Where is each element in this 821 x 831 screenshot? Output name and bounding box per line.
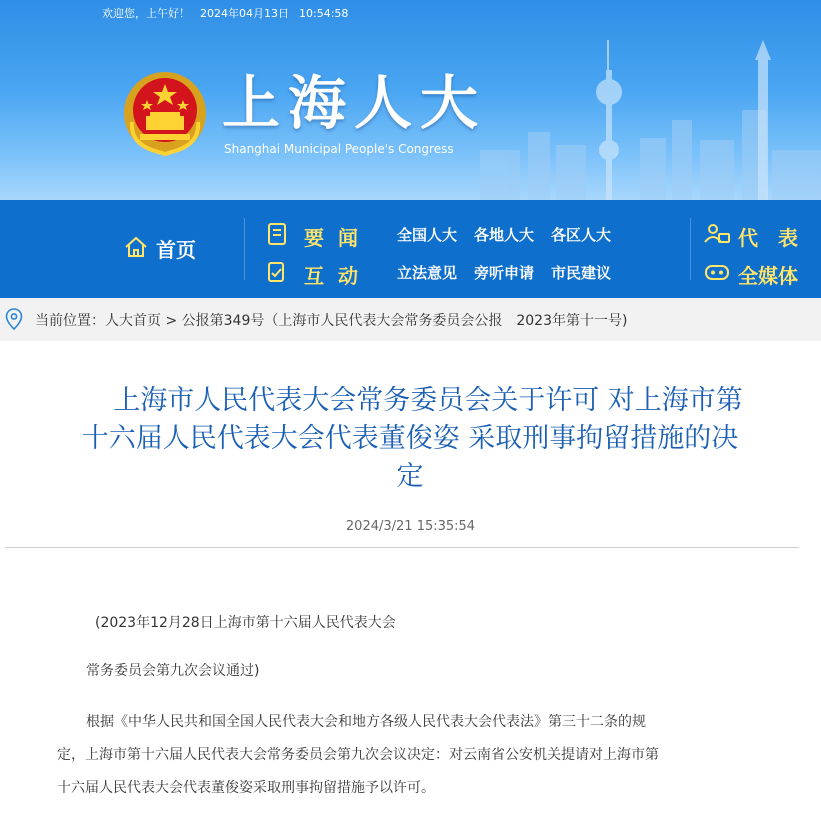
greeting-bar <box>102 5 358 21</box>
nav-link-local[interactable]: 各地人大 <box>474 226 535 244</box>
nav-link-national[interactable]: 全国人大 <box>397 226 458 244</box>
article-title-line: 定 <box>396 461 424 492</box>
media-icon <box>703 260 731 284</box>
nav-link-hearing[interactable]: 旁听申请 <box>474 264 535 282</box>
national-emblem-icon[interactable] <box>122 70 208 156</box>
article-date: 2024/3/21 15:35:54 <box>345 519 476 534</box>
main-nav <box>0 200 821 298</box>
nav-news[interactable]: 要闻 <box>304 226 372 250</box>
check-edit-icon <box>266 260 288 284</box>
greeting-time: 10:54:58 <box>299 7 349 20</box>
nav-home[interactable]: 首页 <box>156 238 196 262</box>
nav-divider <box>690 218 691 280</box>
breadcrumb-current-link[interactable]: 公报第349号（上海市人民代表大会常务委员会公报 2023年第十一号) <box>181 313 628 329</box>
article-title-line: 上海市人民代表大会常务委员会关于许可 对上海市第 <box>113 385 743 416</box>
article-body-line: 十六届人民代表大会代表董俊姿采取刑事拘留措施予以许可。 <box>57 780 435 796</box>
nav-interact[interactable]: 互动 <box>304 264 372 288</box>
article-body-line: 根据《中华人民共和国全国人民代表大会和地方各级人民代表大会代表法》第三十二条的规 <box>86 714 646 730</box>
nav-link-suggestion[interactable]: 市民建议 <box>551 264 612 282</box>
site-title[interactable]: 上海人大 <box>222 69 487 137</box>
nav-media[interactable]: 全媒体 <box>738 264 798 288</box>
nav-divider <box>244 218 245 280</box>
article-title-line: 十六届人民代表大会代表董俊姿 采取刑事拘留措施的决 <box>81 423 739 454</box>
document-icon <box>266 222 288 246</box>
article-meta-line: 常务委员会第九次会议通过) <box>86 663 260 679</box>
article-title <box>20 382 800 496</box>
site-header <box>0 0 821 200</box>
site-subtitle: Shanghai Municipal People's Congress <box>224 142 454 156</box>
nav-delegates[interactable]: 代表 <box>738 226 818 250</box>
nav-link-legislation[interactable]: 立法意见 <box>397 264 458 282</box>
greeting-date: 2024年04月13日 <box>200 7 289 20</box>
breadcrumb-home-link[interactable]: 人大首页 <box>105 313 161 329</box>
breadcrumb-text <box>35 310 627 330</box>
greeting-text: 欢迎您，上午好！ <box>102 7 190 20</box>
delegates-icon <box>703 222 731 246</box>
home-icon[interactable] <box>124 236 148 258</box>
article-meta-line: (2023年12月28日上海市第十六届人民代表大会 <box>95 615 396 631</box>
breadcrumb-separator: > <box>165 313 178 329</box>
article-body-line: 定，上海市第十六届人民代表大会常务委员会第九次会议决定：对云南省公安机关提请对上海市第 <box>57 747 659 763</box>
location-pin-icon <box>5 308 23 330</box>
breadcrumb-prefix: 当前位置： <box>35 313 105 329</box>
article-body <box>57 706 757 805</box>
nav-link-district[interactable]: 各区人大 <box>551 226 612 244</box>
title-divider <box>5 547 799 548</box>
breadcrumb <box>0 298 821 341</box>
